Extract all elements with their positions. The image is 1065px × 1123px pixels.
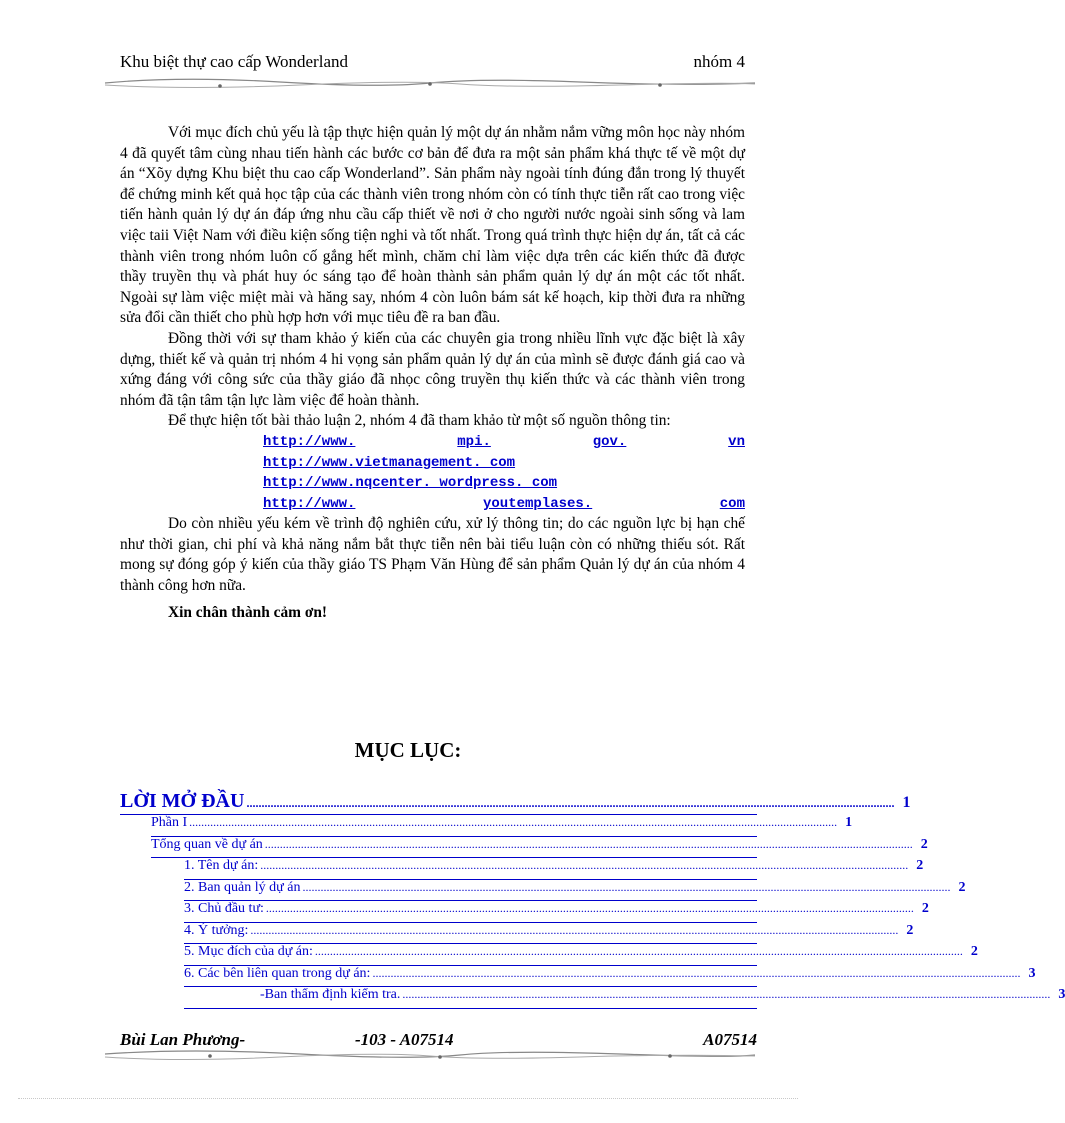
header-ornament bbox=[100, 74, 760, 92]
paragraph-sources: Để thực hiện tốt bài thảo luận 2, nhóm 4 đã tham khảo từ một số nguồn thông tin: bbox=[168, 412, 671, 430]
toc-entry-appraisal-board[interactable]: -Ban thẩm định kiểm tra. ........................................................................................................................................................................................................................ 3 bbox=[184, 987, 757, 1009]
toc-entry-overview[interactable]: Tổng quan về dự án ........................................................................................................................................................................................................................ 2 bbox=[151, 837, 757, 859]
footer-author: Bùi Lan Phương- bbox=[120, 1030, 246, 1049]
header-group: nhóm 4 bbox=[693, 52, 745, 71]
link-mpi[interactable]: http://www. mpi. gov. vn bbox=[263, 433, 745, 450]
toc-entry-investor[interactable]: 3. Chủ đầu tư: ........................................................................................................................................................................................................................ 2 bbox=[184, 901, 757, 923]
toc-title: MỤC LỤC: bbox=[354, 738, 462, 762]
paragraph-consult: Đồng thời với sự tham khảo ý kiến của các chuyên gia trong nhiều lĩnh vực đặc biệt là xây dựng, thiết kế và quản trị nhóm 4 hi vọng sản phẩm quản lý dự án của mình sẽ được đánh giá cao và xứng đáng với công sức của thầy giáo đã nhọc công truyền thụ kiến thức và các thành viên trong nhóm đã tận tâm tận lực làm việc để hoàn thành. bbox=[120, 329, 745, 409]
footer-ornament bbox=[100, 1046, 760, 1064]
footer-page-code: -103 - A07514 bbox=[355, 1030, 454, 1049]
toc-entry-part-1[interactable]: Phần I ........................................................................................................................................................................................................................ 1 bbox=[151, 815, 757, 837]
footer-class-code: A07514 bbox=[703, 1030, 757, 1049]
toc-entry-stakeholders[interactable]: 6. Các bên liên quan trong dự án: ........................................................................................................................................................................................................................ 3 bbox=[184, 966, 757, 988]
table-of-contents bbox=[120, 790, 1065, 1009]
page-header bbox=[120, 52, 745, 74]
toc-entry-project-name[interactable]: 1. Tên dự án: ........................................................................................................................................................................................................................ 2 bbox=[184, 858, 757, 880]
thanks-line: Xin chân thành cảm ơn! bbox=[168, 603, 328, 621]
paragraph-closing: Do còn nhiều yếu kém về trình độ nghiên cứu, xử lý thông tin; do các nguồn lực bị hạn chế như thời gian, chi phí và khả năng nắm bắt thực tiễn nên bài tiểu luận còn có những thiếu sót. Rất mong sự đóng góp ý kiến của thầy giáo TS Phạm Văn Hùng để sản phẩm Quản lý dự án của nhóm 4 thành công hơn nữa. bbox=[120, 515, 745, 595]
toc-entry-purpose[interactable]: 5. Mục đích của dự án: ........................................................................................................................................................................................................................ 2 bbox=[184, 944, 757, 966]
header-title: Khu biệt thự cao cấp Wonderland bbox=[120, 52, 348, 71]
link-nqcenter[interactable]: http://www.nqcenter. wordpress. com bbox=[263, 475, 558, 492]
paragraph-intro: Với mục đích chủ yếu là tập thực hiện quản lý một dự án nhằm nắm vững môn học này nhóm 4 đã quyết tâm cùng nhau tiến hành các bước cơ bản để đưa ra một sản phẩm khá thực tế về một dự án “Xõy dựng Khu biệt thu cao cấp Wonderland”. Sản phẩm này ngoài tính đúng đắn trong lý thuyết để chứng minh kết quả học tập của các thành viên trong nhóm còn có tính thực tiễn rất cao trong việc tiến hành quản lý dự án đáp ứng nhu cầu cấp thiết về nơi ở cho người nước ngoài sinh sống và lam việc taii Việt Nam với điều kiện sống tiện nghi và tốt nhất. Trong quá trình thực hiện dự án, tất cả các thành viên trong nhóm luôn cố gắng hết mình, chăm chỉ làm việc dựa trên các kiến thức đã được thầy truyền thụ và phát huy óc sáng tạo để hoàn thành sản phẩm quản lý dự án một các tốt nhất. Ngoài sự làm việc miệt mài và hăng say, nhóm 4 còn luôn bám sát kế hoạch, kip thời đưa ra những sửa đổi cần thiết cho phù hợp hơn với mục tiêu đề ra ban đầu. bbox=[120, 124, 745, 327]
link-vietmanagement[interactable]: http://www.vietmanagement. com bbox=[263, 454, 516, 471]
page-divider bbox=[18, 1098, 798, 1099]
source-links bbox=[263, 432, 745, 514]
body-text bbox=[120, 123, 745, 623]
link-youtemplases[interactable]: http://www. youtemplases. com bbox=[263, 495, 745, 512]
toc-entry-introduction[interactable]: LỜI MỞ ĐẦU ........................................................................................................................................................................................................................ 1 bbox=[120, 790, 757, 815]
toc-entry-management-board[interactable]: 2. Ban quản lý dự án ........................................................................................................................................................................................................................ 2 bbox=[184, 880, 757, 902]
toc-entry-idea[interactable]: 4. Ý tưởng: ........................................................................................................................................................................................................................ 2 bbox=[184, 923, 757, 945]
